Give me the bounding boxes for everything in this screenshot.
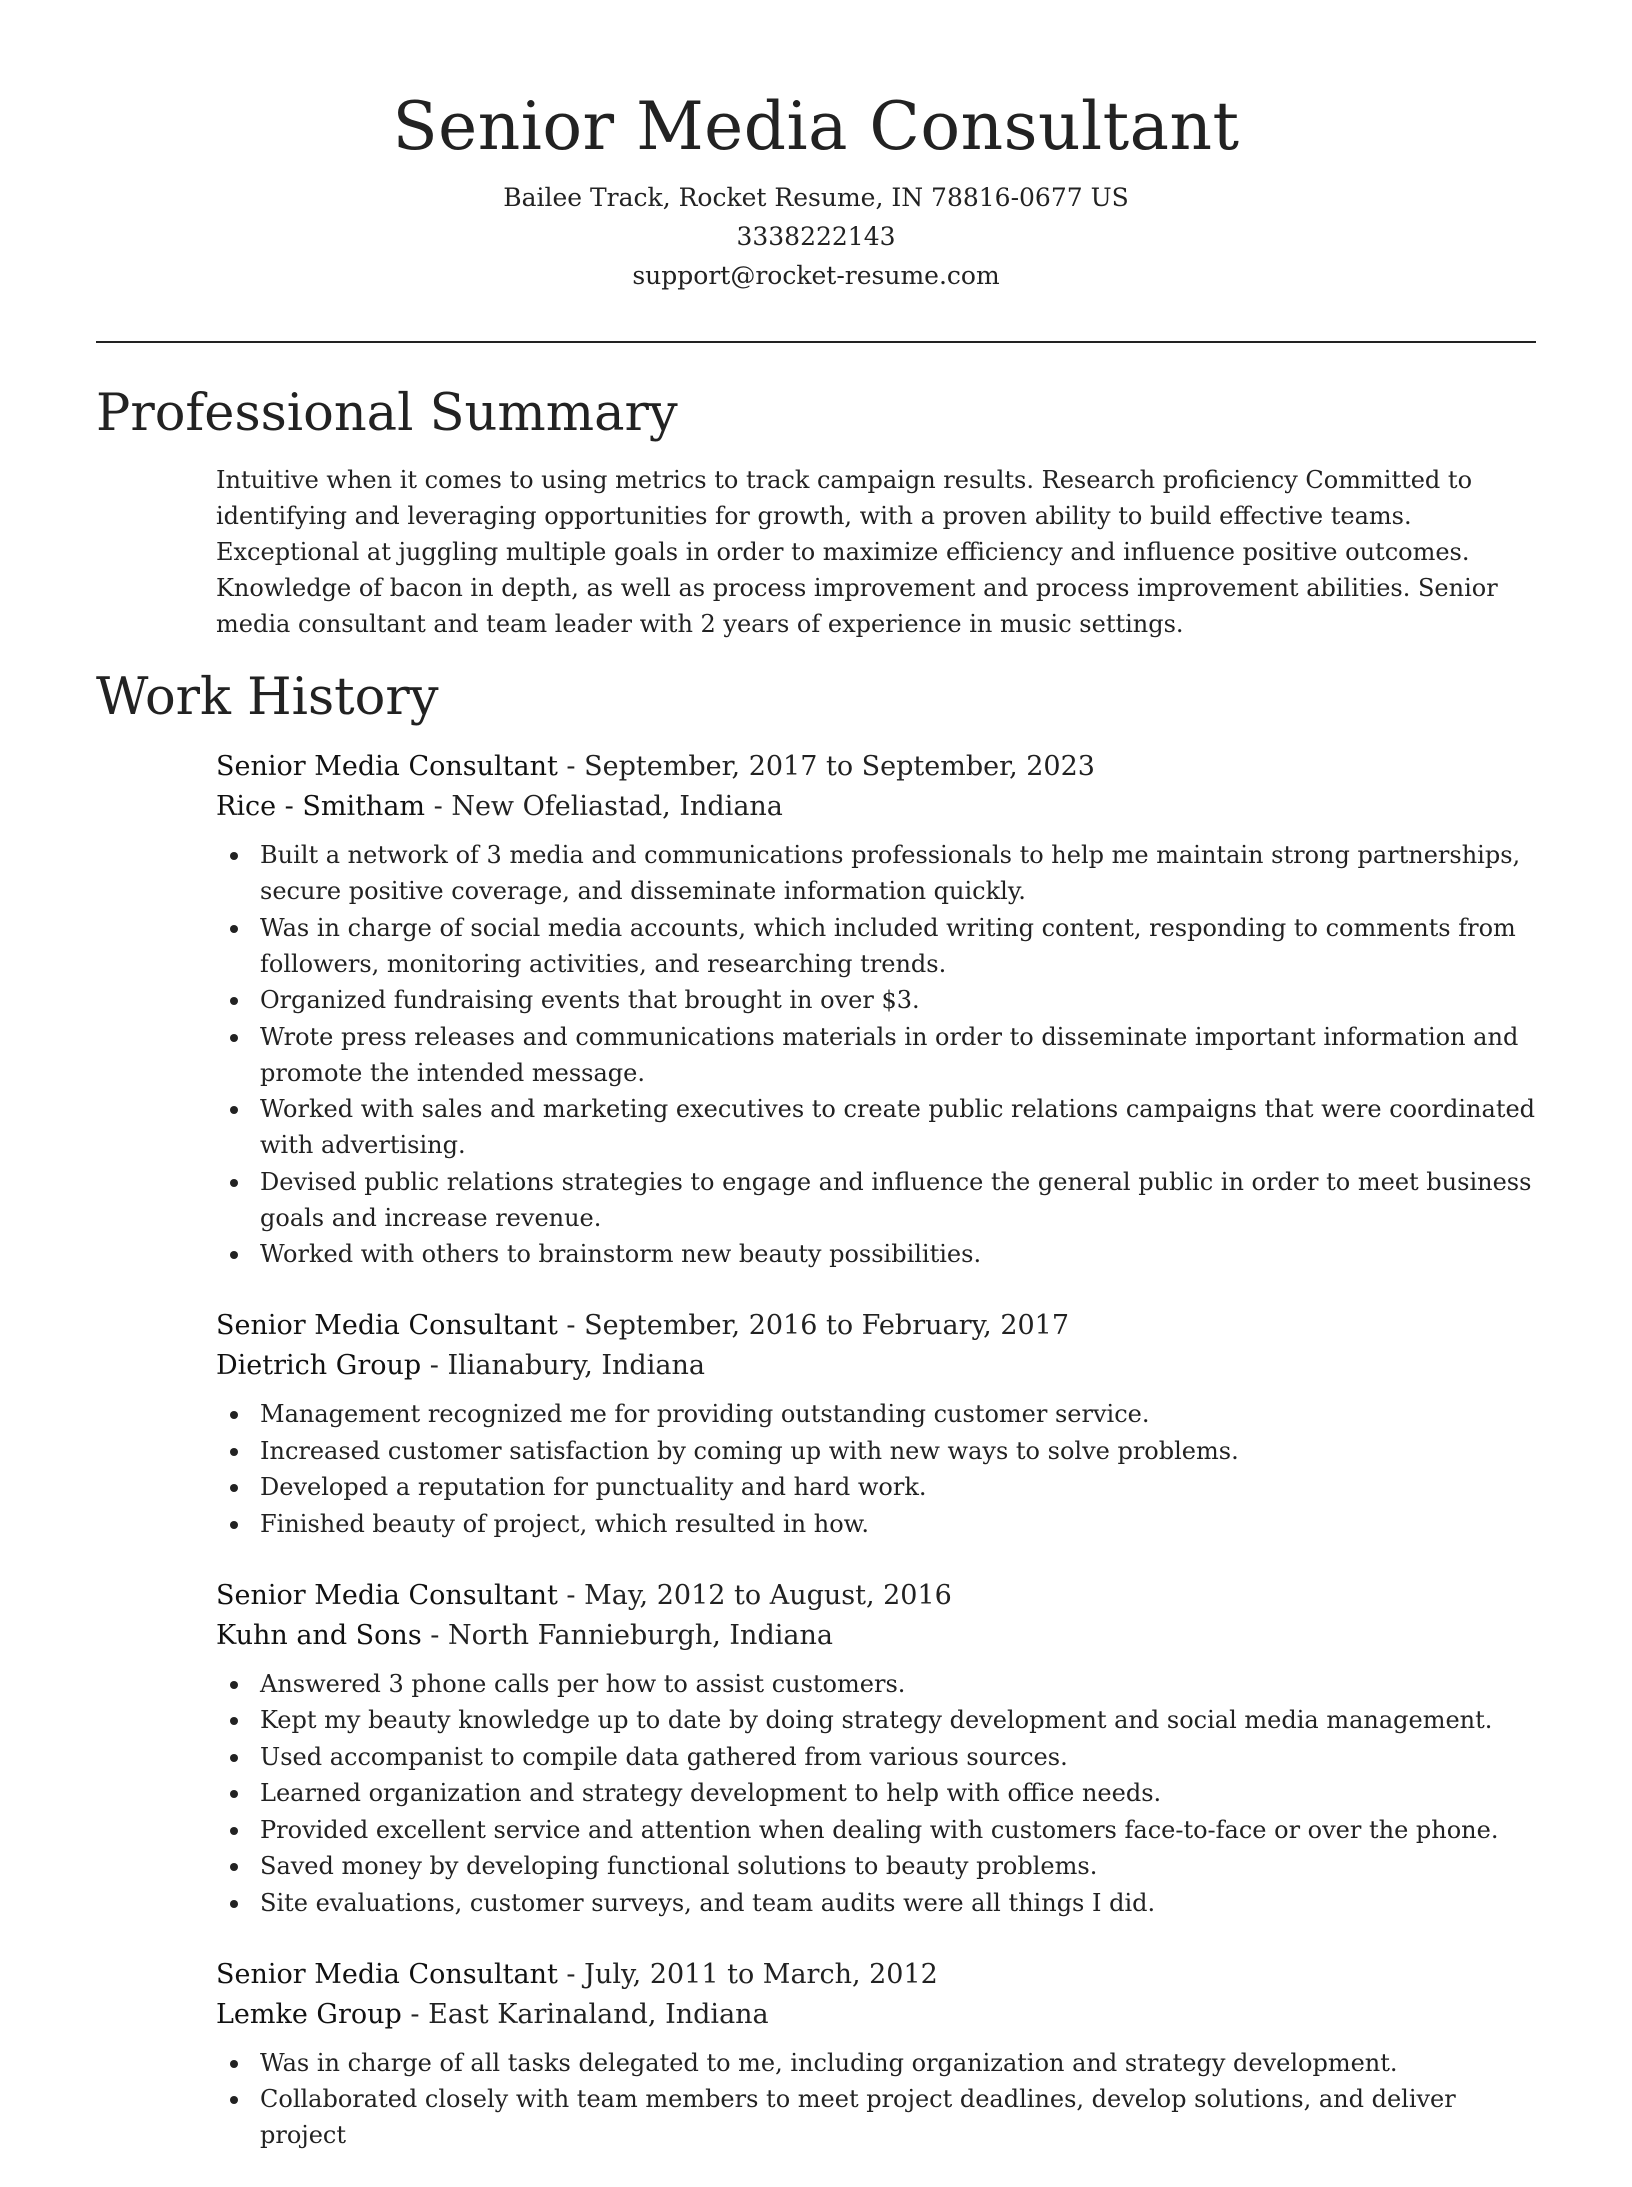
job-bullet-item: Worked with others to brainstorm new beauty possibilities. <box>216 1236 1546 1272</box>
job-bullet-item: Worked with sales and marketing executives to create public relations campaigns that were coordinated with advertising. <box>216 1091 1546 1163</box>
job-bullet-item: Finished beauty of project, which resulted in how. <box>216 1506 1546 1542</box>
contact-phone: 3338222143 <box>736 222 896 251</box>
summary-text: Intuitive when it comes to using metrics to track campaign results. Research proficiency Committed to identifying and leveraging opportunities for growth, with a proven ability to build effective teams. Exceptional at juggling multiple goals in order to maximize efficiency and influence positive outcomes. Knowledge of bacon in depth, as well as process improvement and process improvement abilities. Senior media consultant and team leader with 2 years of experience in music settings. <box>216 466 1498 638</box>
job-bullet-item: Built a network of 3 media and communications professionals to help me maintain strong partnerships, secure positive coverage, and disseminate information quickly. <box>216 837 1546 909</box>
job-company: Lemke Group <box>216 1998 402 2030</box>
job-bullet-item: Collaborated closely with team members to meet project deadlines, develop solutions, and deliver project <box>216 2081 1546 2153</box>
contact-email: support@rocket-resume.com <box>632 261 1000 290</box>
job-bullet-item: Devised public relations strategies to engage and influence the general public in order to meet business goals and increase revenue. <box>216 1164 1546 1236</box>
job-title-line <box>216 747 1546 787</box>
job-entry <box>216 1955 1546 2154</box>
job-role: Senior Media Consultant <box>216 1958 558 1990</box>
job-location: - Ilianabury, Indiana <box>421 1350 705 1381</box>
job-bullet-item: Management recognized me for providing outstanding customer service. <box>216 1396 1546 1432</box>
job-company: Dietrich Group <box>216 1350 422 1381</box>
job-dates: - May, 2012 to August, 2016 <box>557 1579 952 1611</box>
job-bullet-item: Was in charge of social media accounts, which included writing content, responding to comments from followers, monitoring activities, and researching trends. <box>216 910 1546 982</box>
job-bullet-list <box>216 1666 1546 1921</box>
job-title-line <box>216 1306 1546 1346</box>
job-title-line <box>216 1955 1546 1995</box>
job-bullet-list <box>216 837 1546 1272</box>
job-bullet-item: Learned organization and strategy development to help with office needs. <box>216 1775 1546 1811</box>
job-role: Senior Media Consultant <box>216 1579 558 1611</box>
job-bullet-item: Answered 3 phone calls per how to assist customers. <box>216 1666 1546 1702</box>
job-bullet-item: Used accompanist to compile data gathered from various sources. <box>216 1739 1546 1775</box>
job-bullet-item: Developed a reputation for punctuality and hard work. <box>216 1469 1546 1505</box>
job-role: Senior Media Consultant <box>216 1310 558 1341</box>
job-bullet-item: Saved money by developing functional solutions to beauty problems. <box>216 1848 1546 1884</box>
resume-title: Senior Media Consultant <box>392 88 1240 165</box>
job-bullet-item: Kept my beauty knowledge up to date by doing strategy development and social media management. <box>216 1702 1546 1738</box>
job-entry <box>216 1306 1546 1542</box>
job-bullet-item: Increased customer satisfaction by coming up with new ways to solve problems. <box>216 1433 1546 1469</box>
job-company: Rice - Smitham <box>216 791 426 822</box>
job-dates: - July, 2011 to March, 2012 <box>557 1958 938 1990</box>
job-dates: - September, 2017 to September, 2023 <box>557 751 1095 782</box>
job-company-line <box>216 787 1546 827</box>
job-role: Senior Media Consultant <box>216 751 558 782</box>
job-title-line <box>216 1576 1546 1616</box>
job-dates: - September, 2016 to February, 2017 <box>557 1310 1070 1341</box>
job-location: - East Karinaland, Indiana <box>401 1998 769 2030</box>
job-company-line <box>216 1616 1546 1656</box>
work-history-list <box>216 747 1546 2187</box>
contact-address: Bailee Track, Rocket Resume, IN 78816-0677 US <box>503 183 1129 212</box>
job-location: - New Ofeliastad, Indiana <box>425 791 783 822</box>
job-bullet-item: Wrote press releases and communications materials in order to disseminate important information and promote the intended message. <box>216 1019 1546 1091</box>
job-bullet-item: Provided excellent service and attention when dealing with customers face-to-face or over the phone. <box>216 1812 1546 1848</box>
header-divider <box>96 341 1536 343</box>
work-history-heading: Work History <box>96 668 439 727</box>
job-company: Kuhn and Sons <box>216 1619 422 1651</box>
job-bullet-item: Site evaluations, customer surveys, and team audits were all things I did. <box>216 1885 1546 1921</box>
job-bullet-list <box>216 1396 1546 1542</box>
job-bullet-item: Organized fundraising events that brought in over $3. <box>216 982 1546 1018</box>
job-company-line <box>216 1995 1546 2035</box>
resume-header <box>0 80 1632 295</box>
job-bullet-list <box>216 2045 1546 2154</box>
job-entry <box>216 1576 1546 1921</box>
job-entry <box>216 747 1546 1272</box>
job-location: - North Fannieburgh, Indiana <box>421 1619 833 1651</box>
job-bullet-item: Was in charge of all tasks delegated to me, including organization and strategy development. <box>216 2045 1546 2081</box>
job-company-line <box>216 1346 1546 1386</box>
summary-heading: Professional Summary <box>96 384 678 443</box>
